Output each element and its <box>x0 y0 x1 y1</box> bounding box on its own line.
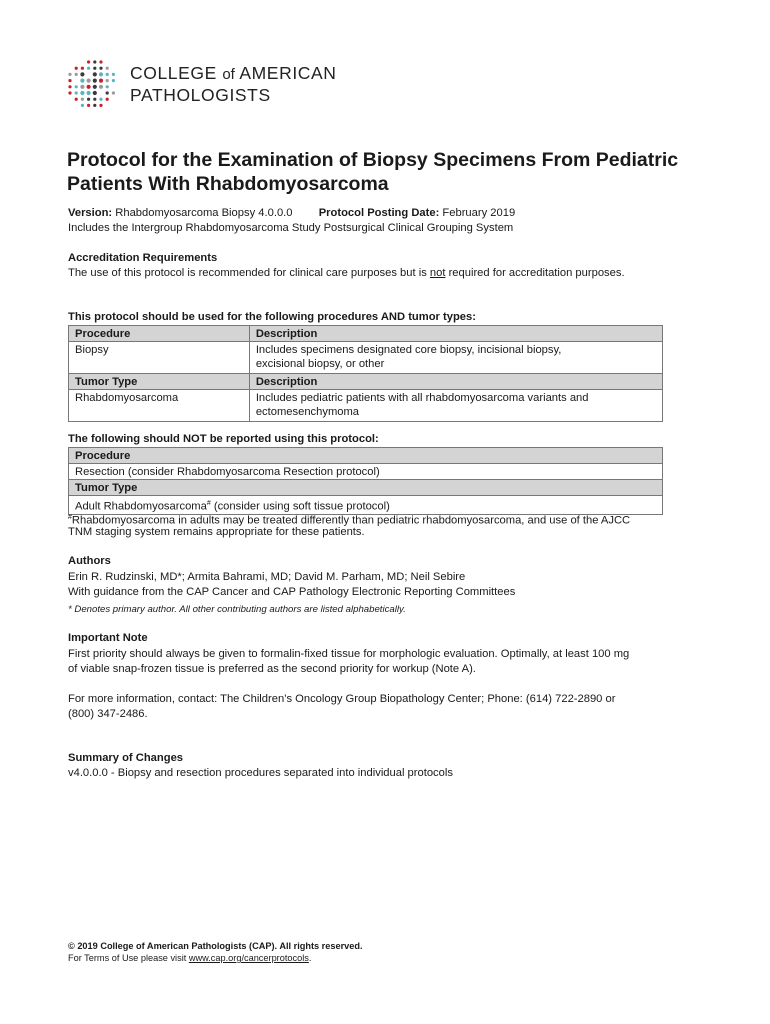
copyright: © 2019 College of American Pathologists (CAP). All rights reserved. <box>68 941 363 951</box>
footnote-line-2: TNM staging system remains appropriate for these patients. <box>68 526 365 538</box>
cap-dot-matrix-icon <box>66 58 118 110</box>
logo-dot <box>99 67 102 70</box>
logo-dot <box>87 60 90 63</box>
procedure-header: Procedure <box>69 326 250 342</box>
excluded-procedure-cell: Resection (consider Rhabdomyosarcoma Resection protocol) <box>69 464 663 480</box>
not-table <box>68 447 663 515</box>
logo-dot <box>112 91 115 94</box>
cap-protocols-link[interactable]: www.cap.org/cancerprotocols <box>188 953 309 963</box>
logo-dot <box>81 98 84 101</box>
contact-line-2: (800) 347-2486. <box>68 708 148 720</box>
terms-line: For Terms of Use please visit www.cap.org/cancerprotocols. <box>68 953 312 963</box>
cap-logo <box>66 58 337 110</box>
logo-dot <box>80 91 84 95</box>
table-row <box>69 464 663 480</box>
logo-dot <box>81 104 84 107</box>
logo-dot <box>75 91 78 94</box>
excluded-tumor-cell: Adult Rhabdomyosarcoma# (consider using soft tissue protocol) <box>69 496 663 515</box>
logo-dot <box>80 79 84 83</box>
logo-dot <box>87 91 91 95</box>
logo-line-2: PATHOLOGISTS <box>130 84 271 105</box>
logo-dot <box>75 73 78 76</box>
not-table-heading: The following should NOT be reported using this protocol: <box>68 433 379 445</box>
logo-dot <box>106 79 109 82</box>
logo-dot <box>68 73 71 76</box>
table-header-row <box>69 448 663 464</box>
logo-wordmark <box>130 63 337 106</box>
authors-heading: Authors <box>68 555 111 567</box>
use-table-heading: This protocol should be used for the following procedures AND tumor types: <box>68 311 476 323</box>
logo-dot <box>68 91 71 94</box>
tumor-type-header: Tumor Type <box>69 374 250 390</box>
logo-dot <box>87 104 90 107</box>
important-note-line-1: First priority should always be given to formalin-fixed tissue for morphologic evaluation. Optimally, at least 100 mg <box>68 648 630 660</box>
logo-line-1: COLLEGE of AMERICAN <box>130 62 337 83</box>
logo-dot <box>112 79 115 82</box>
procedure-cell: Biopsy <box>69 342 250 374</box>
logo-dot <box>93 60 96 63</box>
logo-dot <box>93 104 96 107</box>
logo-dot <box>106 91 109 94</box>
logo-dot <box>93 85 97 89</box>
table-header-row <box>69 480 663 496</box>
authors-note: * Denotes primary author. All other contributing authors are listed alphabetically. <box>68 604 406 615</box>
logo-dot <box>93 67 96 70</box>
logo-dot <box>93 72 97 76</box>
page-footer <box>68 940 363 964</box>
logo-dot <box>75 98 78 101</box>
logo-dot <box>99 79 103 83</box>
logo-dot <box>87 98 90 101</box>
logo-dot <box>87 85 91 89</box>
summary-text: v4.0.0.0 - Biopsy and resection procedures separated into individual protocols <box>68 767 453 779</box>
logo-dot <box>68 79 71 82</box>
logo-dot <box>75 67 78 70</box>
logo-dot <box>99 72 103 76</box>
table-row <box>69 390 663 422</box>
logo-dot <box>106 73 109 76</box>
logo-dot <box>75 85 78 88</box>
procedure-description-cell: Includes specimens designated core biopsy, incisional biopsy, excisional biopsy, or other <box>249 342 662 374</box>
logo-dot <box>80 85 84 89</box>
important-note-heading: Important Note <box>68 632 148 644</box>
logo-dot <box>81 67 84 70</box>
logo-dot <box>99 98 102 101</box>
logo-dot <box>93 98 96 101</box>
logo-dot <box>99 85 103 89</box>
authors-names: Erin R. Rudzinski, MD*; Armita Bahrami, MD; David M. Parham, MD; Neil Sebire <box>68 571 466 583</box>
logo-dot <box>68 85 71 88</box>
logo-dot <box>106 67 109 70</box>
logo-dot <box>87 67 90 70</box>
procedure-header: Procedure <box>69 448 663 464</box>
logo-dot <box>99 104 102 107</box>
tumor-type-header: Tumor Type <box>69 480 663 496</box>
document-title: Protocol for the Examination of Biopsy Specimens From Pediatric Patients With Rhabdomyosarcoma <box>67 149 679 195</box>
logo-dot <box>106 85 109 88</box>
use-table <box>68 325 663 422</box>
important-note-line-2: of viable snap-frozen tissue is preferred as the second priority for workup (Note A). <box>68 663 476 675</box>
tumor-description-cell: Includes pediatric patients with all rhabdomyosarcoma variants and ectomesenchymoma <box>249 390 662 422</box>
accreditation-text: The use of this protocol is recommended for clinical care purposes but is not required for accreditation purposes. <box>68 267 625 279</box>
table-header-row <box>69 374 663 390</box>
authors-guidance: With guidance from the CAP Cancer and CAP Pathology Electronic Reporting Committees <box>68 586 516 598</box>
version-line: Version: Rhabdomyosarcoma Biopsy 4.0.0.0 Protocol Posting Date: February 2019 <box>68 207 516 219</box>
logo-dot <box>112 73 115 76</box>
accreditation-heading: Accreditation Requirements <box>68 252 218 264</box>
logo-dot <box>93 79 97 83</box>
tumor-type-cell: Rhabdomyosarcoma <box>69 390 250 422</box>
table-header-row <box>69 326 663 342</box>
logo-dot <box>93 91 97 95</box>
table-row <box>69 342 663 374</box>
footnote: #Rhabdomyosarcoma in adults may be treated differently than pediatric rhabdomyosarcoma, and use of the AJCC <box>68 514 631 527</box>
logo-dot <box>87 79 91 83</box>
logo-dot <box>80 72 84 76</box>
grouping-system-line: Includes the Intergroup Rhabdomyosarcoma Study Postsurgical Clinical Grouping System <box>68 222 514 234</box>
contact-line-1: For more information, contact: The Children’s Oncology Group Biopathology Center; Phone: (614) 722-2890 or <box>68 693 616 705</box>
logo-dot <box>99 60 102 63</box>
summary-heading: Summary of Changes <box>68 752 184 764</box>
logo-dot <box>106 98 109 101</box>
tumor-description-header: Description <box>249 374 662 390</box>
description-header: Description <box>249 326 662 342</box>
